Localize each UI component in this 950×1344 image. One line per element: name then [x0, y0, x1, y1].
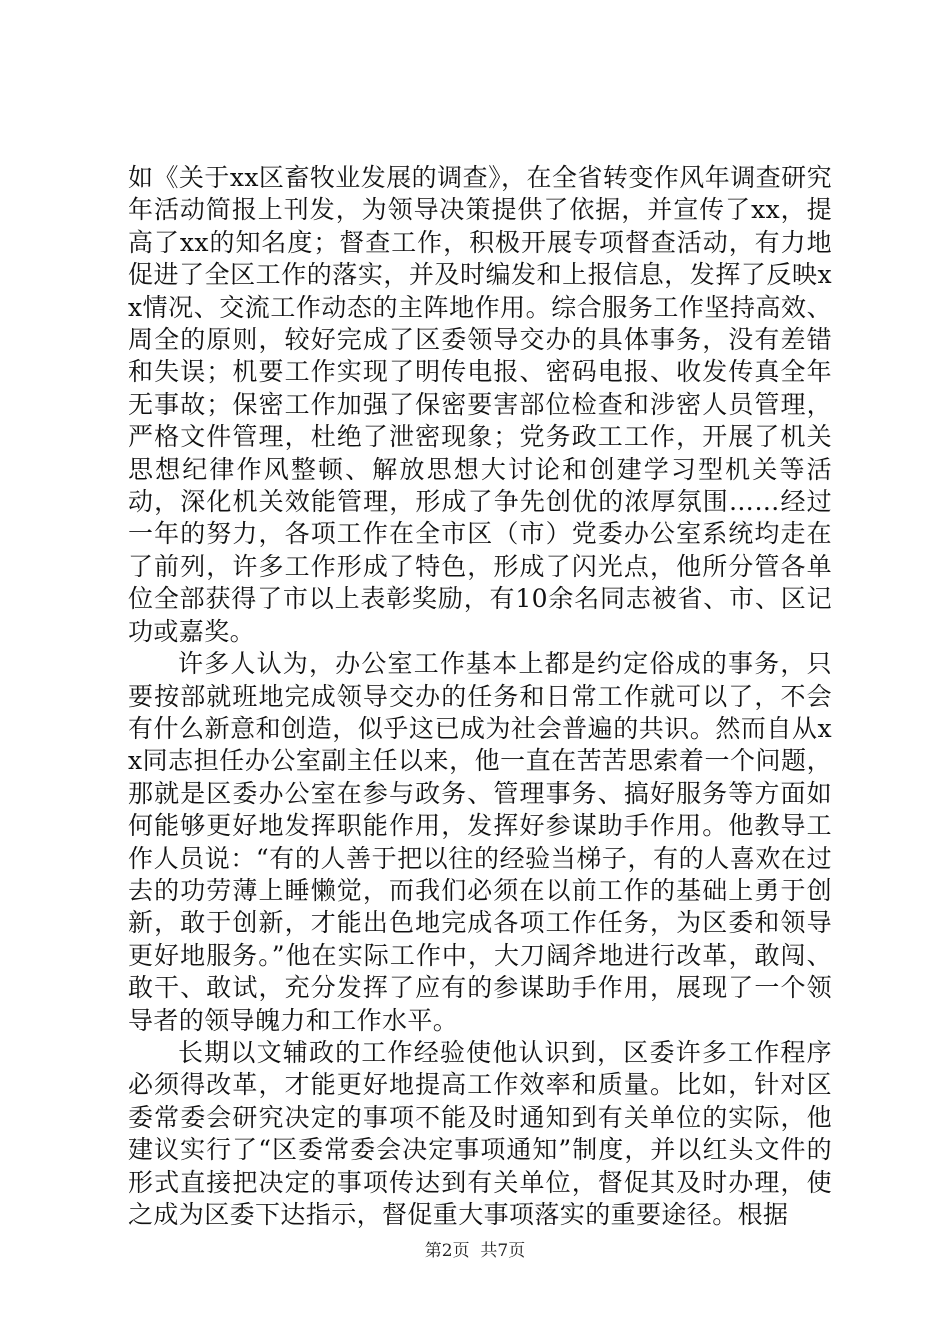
page-number-label: 第2页 共7页: [424, 1241, 526, 1261]
paragraph-3: 长期以文辅政的工作经验使他认识到，区委许多工作程序必须得改革，才能更好地提高工作效率和质量。比如，针对区委常委会研究决定的事项不能及时通知到有关单位的实际，他建议实行了“区委常委会决定事项通知”制度，并以红头文件的形式直接把决定的事项传达到有关单位，督促其及时办理，使之成为区委下达指示，督促重大事项落实的重要途径。根据: [128, 1037, 832, 1229]
paragraph-1: 如《关于xx区畜牧业发展的调查》，在全省转变作风年调查研究年活动简报上刊发，为领导决策提供了依据，并宣传了xx，提高了xx的知名度；督查工作，积极开展专项督查活动，有力地促进了全区工作的落实，并及时编发和上报信息，发挥了反映xx情况、交流工作动态的主阵地作用。综合服务工作坚持高效、周全的原则，较好完成了区委领导交办的具体事务，没有差错和失误；机要工作实现了明传电报、密码电报、收发传真全年无事故；保密工作加强了保密要害部位检查和涉密人员管理，严格文件管理，杜绝了泄密现象；党务政工工作，开展了机关思想纪律作风整顿、解放思想大讨论和创建学习型机关等活动，深化机关效能管理，形成了争先创优的浓厚氛围……经过一年的努力，各项工作在全市区（市）党委办公室系统均走在了前列，许多工作形成了特色，形成了闪光点，他所分管各单位全部获得了市以上表彰奖励，有10余名同志被省、市、区记功或嘉奖。: [128, 163, 832, 646]
paragraph-2: 许多人认为，办公室工作基本上都是约定俗成的事务，只要按部就班地完成领导交办的任务和日常工作就可以了，不会有什么新意和创造，似乎这已成为社会普遍的共识。然而自从xx同志担任办公室副主任以来，他一直在苦苦思索着一个问题，那就是区委办公室在参与政务、管理事务、搞好服务等方面如何能够更好地发挥职能作用，发挥好参谋助手作用。他教导工作人员说：“有的人善于把以往的经验当梯子，有的人喜欢在过去的功劳薄上睡懒觉，而我们必须在以前工作的基础上勇于创新，敢于创新，才能出色地完成各项工作任务，为区委和领导更好地服务。”他在实际工作中，大刀阔斧地进行改革，敢闯、敢干、敢试，充分发挥了应有的参谋助手作用，展现了一个领导者的领导魄力和工作水平。: [128, 649, 832, 1035]
document-body: [128, 162, 832, 1231]
page-footer: [0, 1241, 950, 1261]
